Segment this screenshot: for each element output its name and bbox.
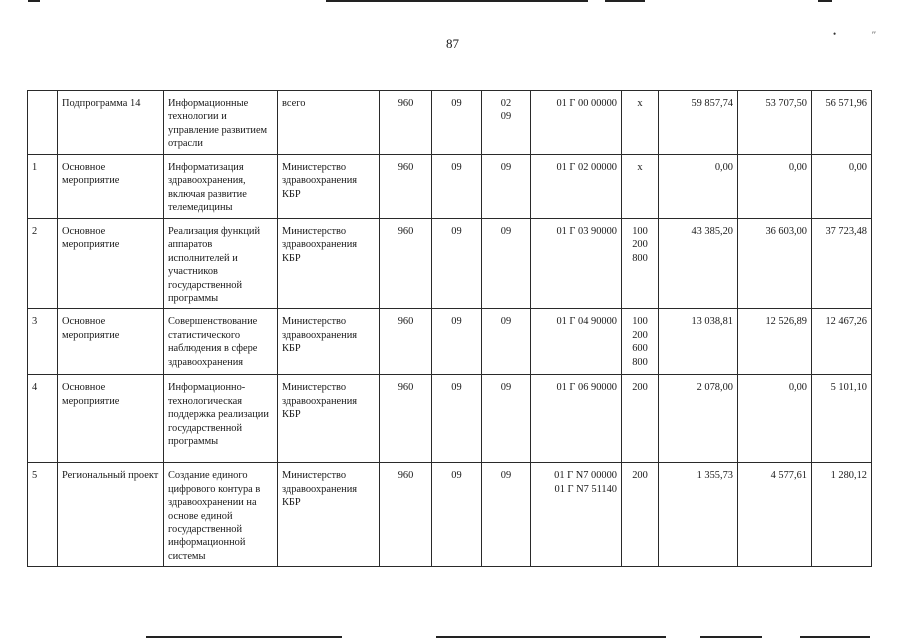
cell-y1: 43 385,20 — [659, 219, 738, 309]
cell-rz: 09 — [432, 375, 482, 463]
cell-status: Основное мероприятие — [58, 309, 164, 375]
cell-status: Основное мероприятие — [58, 155, 164, 219]
cell-num: 1 — [28, 155, 58, 219]
cell-executor: Министерство здравоохранения КБР — [278, 155, 380, 219]
cell-pr: 09 — [482, 309, 531, 375]
cell-grbs: 960 — [380, 375, 432, 463]
cell-status: Региональный проект — [58, 463, 164, 567]
cell-y1: 2 078,00 — [659, 375, 738, 463]
table-row — [28, 309, 872, 375]
cell-name: Информатизация здравоохранения, включая развитие телемедицины — [164, 155, 278, 219]
cell-y3: 12 467,26 — [812, 309, 872, 375]
cell-vr: х — [622, 91, 659, 155]
cell-name: Совершенствование статистического наблюдения в сфере здравоохранения — [164, 309, 278, 375]
cell-csr: 01 Г 02 00000 — [531, 155, 622, 219]
cell-pr: 09 — [482, 463, 531, 567]
scan-artifact-top-4 — [818, 0, 832, 2]
cell-grbs: 960 — [380, 463, 432, 567]
cell-rz: 09 — [432, 463, 482, 567]
scan-artifact-top-1 — [28, 0, 40, 2]
cell-y3: 1 280,12 — [812, 463, 872, 567]
scan-artifact-top-3 — [605, 0, 645, 2]
cell-rz: 09 — [432, 309, 482, 375]
cell-y1: 0,00 — [659, 155, 738, 219]
cell-y2: 53 707,50 — [738, 91, 812, 155]
program-table — [27, 90, 872, 567]
cell-y2: 0,00 — [738, 155, 812, 219]
table-row — [28, 155, 872, 219]
cell-y2: 0,00 — [738, 375, 812, 463]
cell-vr: х — [622, 155, 659, 219]
cell-y1: 1 355,73 — [659, 463, 738, 567]
cell-status: Подпрограмма 14 — [58, 91, 164, 155]
cell-num: 2 — [28, 219, 58, 309]
cell-csr: 01 Г N7 00000 01 Г N7 51140 — [531, 463, 622, 567]
cell-grbs: 960 — [380, 219, 432, 309]
cell-rz: 09 — [432, 219, 482, 309]
table-row — [28, 375, 872, 463]
cell-num — [28, 91, 58, 155]
page-number: 87 — [446, 36, 459, 51]
table-row — [28, 219, 872, 309]
scan-artifact-bottom-2 — [436, 636, 666, 638]
cell-y2: 4 577,61 — [738, 463, 812, 567]
cell-vr: 200 — [622, 463, 659, 567]
cell-status: Основное мероприятие — [58, 219, 164, 309]
cell-executor: Министерство здравоохранения КБР — [278, 463, 380, 567]
cell-pr: 09 — [482, 155, 531, 219]
scan-artifact-bottom-4 — [800, 636, 870, 638]
cell-executor: всего — [278, 91, 380, 155]
cell-executor: Министерство здравоохранения КБР — [278, 309, 380, 375]
cell-y3: 5 101,10 — [812, 375, 872, 463]
cell-status: Основное мероприятие — [58, 375, 164, 463]
cell-y1: 13 038,81 — [659, 309, 738, 375]
scan-artifact-bottom-3 — [700, 636, 762, 638]
cell-name: Информационные технологии и управление развитием отрасли — [164, 91, 278, 155]
cell-grbs: 960 — [380, 91, 432, 155]
cell-y2: 12 526,89 — [738, 309, 812, 375]
cell-csr: 01 Г 00 00000 — [531, 91, 622, 155]
cell-pr: 09 — [482, 219, 531, 309]
cell-csr: 01 Г 06 90000 — [531, 375, 622, 463]
cell-y3: 0,00 — [812, 155, 872, 219]
cell-name: Создание единого цифрового контура в здравоохранении на основе единой государственной информационной системы — [164, 463, 278, 567]
cell-rz: 09 — [432, 155, 482, 219]
cell-y3: 37 723,48 — [812, 219, 872, 309]
cell-executor: Министерство здравоохранения КБР — [278, 375, 380, 463]
corner-mark-quote: ′′ — [872, 30, 876, 40]
cell-csr: 01 Г 03 90000 — [531, 219, 622, 309]
scan-artifact-bottom-1 — [146, 636, 342, 638]
cell-pr: 09 — [482, 375, 531, 463]
cell-name: Информационно-технологическая поддержка реализации государственной программы — [164, 375, 278, 463]
cell-pr: 02 09 — [482, 91, 531, 155]
cell-executor: Министерство здравоохранения КБР — [278, 219, 380, 309]
table-row — [28, 91, 872, 155]
cell-csr: 01 Г 04 90000 — [531, 309, 622, 375]
cell-vr: 200 — [622, 375, 659, 463]
cell-y2: 36 603,00 — [738, 219, 812, 309]
cell-num: 5 — [28, 463, 58, 567]
cell-grbs: 960 — [380, 309, 432, 375]
cell-y1: 59 857,74 — [659, 91, 738, 155]
cell-name: Реализация функций аппаратов исполнителей и участников государственной программы — [164, 219, 278, 309]
table-row — [28, 463, 872, 567]
cell-rz: 09 — [432, 91, 482, 155]
cell-num: 4 — [28, 375, 58, 463]
cell-vr: 100 200 800 — [622, 219, 659, 309]
cell-y3: 56 571,96 — [812, 91, 872, 155]
cell-num: 3 — [28, 309, 58, 375]
corner-mark-dot: • — [833, 29, 837, 39]
cell-vr: 100 200 600 800 — [622, 309, 659, 375]
scan-artifact-top-2 — [326, 0, 588, 2]
cell-grbs: 960 — [380, 155, 432, 219]
